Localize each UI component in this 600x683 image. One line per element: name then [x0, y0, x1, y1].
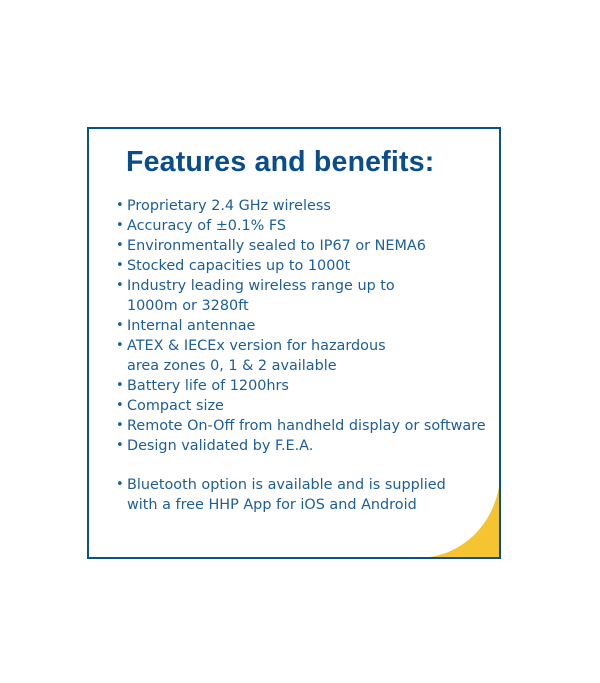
feature-item	[116, 336, 497, 376]
feature-text: Proprietary 2.4 GHz wireless	[127, 198, 331, 214]
feature-text: Compact size	[127, 398, 224, 414]
feature-text: Internal antennae	[127, 318, 256, 334]
features-title: Features and benefits:	[126, 146, 435, 178]
feature-text: with a free HHP App for iOS and Android	[127, 497, 417, 513]
feature-item	[116, 396, 497, 416]
feature-item	[116, 216, 497, 236]
bullet-icon: •	[116, 438, 124, 453]
feature-item	[116, 416, 497, 436]
bullet-icon: •	[116, 238, 124, 253]
features-list	[116, 196, 497, 515]
bullet-icon: •	[116, 318, 124, 333]
feature-item	[116, 436, 497, 456]
bullet-icon: •	[116, 218, 124, 233]
bullet-icon: •	[116, 477, 124, 492]
feature-text: Bluetooth option is available and is supplied	[127, 477, 446, 493]
features-card	[87, 127, 501, 559]
feature-item	[116, 236, 497, 256]
feature-text: Stocked capacities up to 1000t	[127, 258, 351, 274]
bullet-icon: •	[116, 198, 124, 213]
bullet-icon: •	[116, 378, 124, 393]
feature-item	[116, 376, 497, 396]
page-curl-corner-icon	[429, 487, 499, 557]
bullet-icon: •	[116, 398, 124, 413]
bullet-icon: •	[116, 418, 124, 433]
feature-text: 1000m or 3280ft	[127, 298, 249, 314]
feature-item	[116, 316, 497, 336]
feature-text: Battery life of 1200hrs	[127, 378, 289, 394]
feature-text: Design validated by F.E.A.	[127, 438, 314, 454]
bullet-icon: •	[116, 258, 124, 273]
feature-text: Remote On-Off from handheld display or software	[127, 418, 486, 434]
feature-text: Environmentally sealed to IP67 or NEMA6	[127, 238, 426, 254]
feature-text: Industry leading wireless range up to	[127, 278, 395, 294]
feature-item	[116, 256, 497, 276]
feature-item	[116, 276, 497, 316]
feature-text: ATEX & IECEx version for hazardous	[127, 338, 386, 354]
feature-item	[116, 196, 497, 216]
feature-text: Accuracy of ±0.1% FS	[127, 218, 287, 234]
bullet-icon: •	[116, 338, 124, 353]
bullet-icon: •	[116, 278, 124, 293]
feature-text: area zones 0, 1 & 2 available	[127, 358, 337, 374]
